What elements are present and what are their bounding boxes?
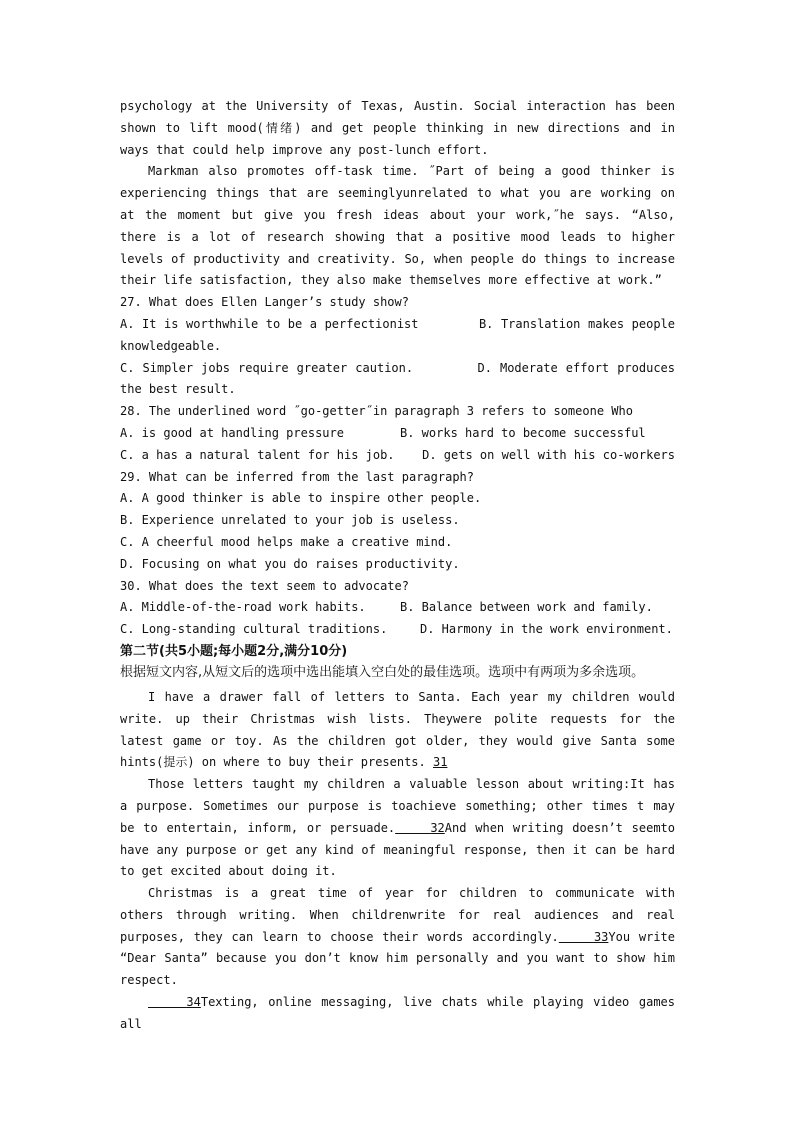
option-c: C. Long-standing cultural traditions.: [120, 622, 388, 637]
cloze-paragraph-3: [120, 883, 675, 992]
question-30-options-cd: [120, 619, 675, 641]
question-27-options-ab: [120, 314, 675, 358]
option-a: A. is good at handling pressure: [120, 425, 344, 440]
option-c: C. A cheerful mood helps make a creative mind.: [120, 534, 453, 549]
cloze-text: And when writing doesn’t seemto have any purpose or get any kind of meaningful response, then it can be hard to get excited about doing it.: [120, 820, 676, 879]
question-28-options-ab: [120, 423, 675, 445]
option-b: B. Balance between work and family.: [400, 600, 653, 615]
blank-33: 33: [593, 929, 609, 944]
option-b: B. Translation makes people knowledgeable.: [120, 316, 675, 353]
option-b: B. Experience unrelated to your job is useless.: [120, 513, 460, 528]
option-a: A. It is worthwhile to be a perfectionist: [120, 316, 419, 331]
cloze-text: I have a drawer fall of letters to Santa. Each year my children would write. up their Christmas wish lists. Theywere polite requests for the latest game or toy. As the children got older, they would give Santa some hints(提示) on where to buy their presents.: [120, 689, 675, 770]
cloze-paragraph-1: [120, 687, 675, 774]
cloze-paragraph-2: [120, 774, 675, 883]
blank-32: 32: [430, 820, 445, 835]
option-d: D. Focusing on what you do raises productivity.: [120, 556, 460, 571]
document-page: [120, 96, 675, 1036]
question-28-stem: 28. The underlined word ˝go-getter˝in paragraph 3 refers to someone Who: [120, 404, 633, 419]
option-c: C. Simpler jobs require greater caution.: [120, 360, 414, 375]
cloze-text: Texting, online messaging, live chats while playing video games all: [120, 995, 675, 1031]
cloze-paragraph-4: [120, 992, 675, 1036]
cloze-text: Christmas is a great time of year for children to communicate with others through writing. When childrenwrite for real audiences and real purposes, they can learn to choose their words accordingly.: [120, 886, 675, 944]
question-27-stem: 27. What does Ellen Langer’s study show?: [120, 295, 409, 310]
blank-34: 34: [186, 995, 201, 1010]
question-28-options-cd: [120, 445, 675, 467]
option-a: A. Middle-of-the-road work habits.: [120, 600, 366, 615]
question-29-stem: 29. What can be inferred from the last paragraph?: [120, 469, 475, 484]
option-d: D. Harmony in the work environment.: [420, 622, 673, 637]
question-30-stem: 30. What does the text seem to advocate?: [120, 578, 409, 593]
question-30-options-ab: [120, 597, 675, 619]
option-d: D. Moderate effort produces the best result.: [120, 360, 675, 397]
option-c: C. a has a natural talent for his job.: [120, 447, 395, 462]
cloze-text: You write “Dear Santa” because you don’t know him personally and you want to show him respect.: [120, 929, 675, 988]
cloze-text: Those letters taught my children a valuable lesson about writing:It has a purpose. Sometimes our purpose is toachieve something; other times t may be to entertain, inform, or persuade.: [120, 777, 675, 835]
question-27-options-cd: [120, 358, 675, 402]
passage-paragraph: psychology at the University of Texas, Austin. Social interaction has been shown to lift mood(情绪) and get people thinking in new directions and in ways that could help improve any post-lunch effort.: [120, 99, 675, 157]
section-instructions: 根据短文内容,从短文后的选项中选出能填入空白处的最佳选项。选项中有两项为多余选项。: [120, 664, 645, 680]
blank-31: 31: [433, 755, 448, 770]
option-a: A. A good thinker is able to inspire other people.: [120, 491, 482, 506]
section-heading: 第二节(共5小题;每小题2分,满分10分): [120, 643, 348, 659]
passage-paragraph: Markman also promotes off-task time. ˝Part of being a good thinker is experiencing things that are seeminglyunrelated to what you are working on at the moment but give you fresh ideas about your work,˝he says. “Also, there is a lot of research showing that a positive mood leads to higher levels of productivity and creativity. So, when people do things to increase their life satisfaction, they also make themselves more effective at work.”: [120, 164, 675, 288]
option-b: B. works hard to become successful: [400, 425, 646, 440]
option-d: D. gets on well with his co-workers: [422, 447, 675, 462]
